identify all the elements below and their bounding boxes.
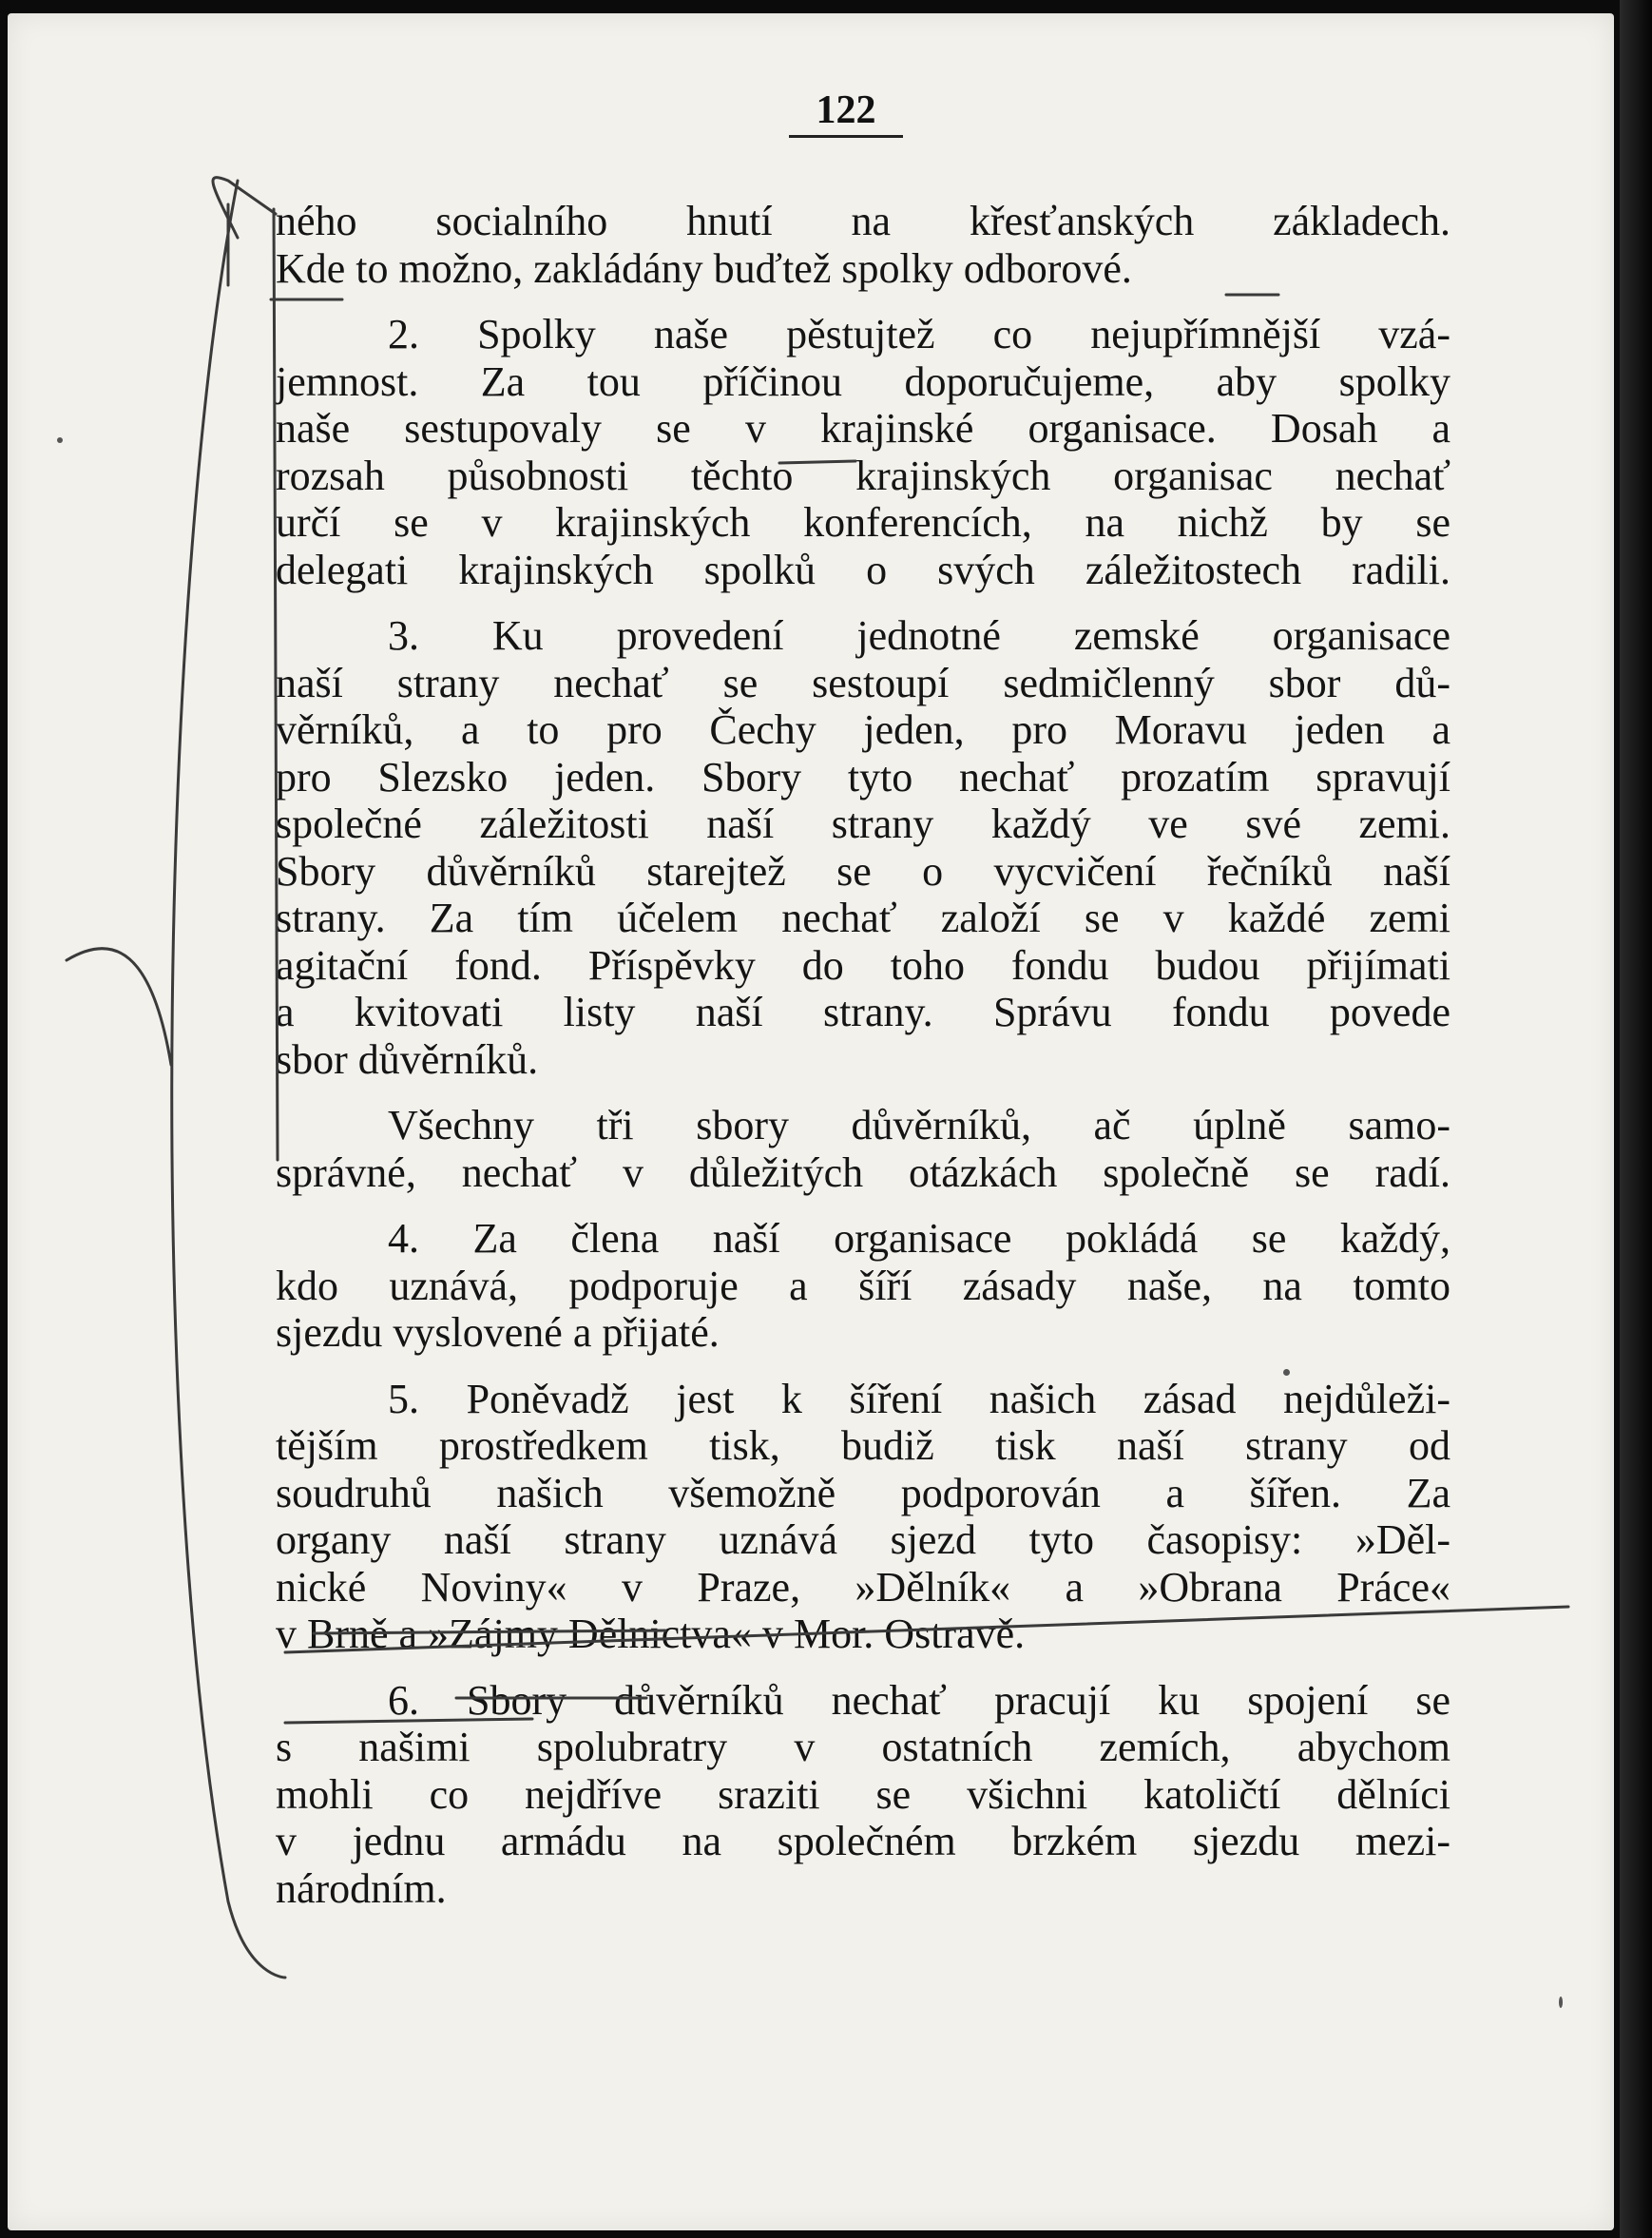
text-line: 6. Sbory důvěrníků nechať pracují ku spojení se bbox=[388, 1676, 1450, 1724]
text-line: Všechny tři sbory důvěrníků, ač úplně samo- bbox=[388, 1102, 1450, 1148]
body-text bbox=[276, 198, 1450, 1912]
text-line: správné, nechať v důležitých otázkách společně se radí. bbox=[276, 1148, 1450, 1196]
text-line: mohli co nejdříve sraziti se všichni katoličtí dělníci bbox=[276, 1770, 1450, 1818]
text-line: jemnost. Za tou příčinou doporučujeme, aby spolky bbox=[276, 357, 1450, 405]
text-line: věrníků, a to pro Čechy jeden, pro Moravu jeden a bbox=[276, 706, 1450, 753]
text-line: sjezdu vyslovené a přijaté. bbox=[276, 1309, 720, 1356]
text-line: naší strany nechať se sestoupí sedmičlenný sbor dů- bbox=[276, 659, 1450, 706]
text-line: v Brně a »Zájmy Dělnictva« v Mor. Ostravě. bbox=[276, 1611, 1026, 1657]
text-line: sbor důvěrníků. bbox=[276, 1035, 539, 1083]
text-line: společné záležitosti naší strany každý ve své zemi. bbox=[276, 801, 1450, 847]
text-line: s našimi spolubratry v ostatních zemích, abychom bbox=[276, 1724, 1450, 1770]
text-line: ného socialního hnutí na křesťanských základech. bbox=[276, 198, 1450, 244]
text-line: 2. Spolky naše pěstujtež co nejupřímnější vzá- bbox=[388, 311, 1450, 357]
text-line: Kde to možno, zakládány buďtež spolky odborové. bbox=[276, 244, 1132, 292]
text-line: delegati krajinských spolků o svých záležitostech radili. bbox=[276, 546, 1450, 593]
text-line: naše sestupovaly se v krajinské organisace. Dosah a bbox=[276, 405, 1450, 452]
text-line: Sbory důvěrníků starejtež se o vycvičení řečníků naší bbox=[276, 847, 1450, 895]
text-line: a kvitovati listy naší strany. Správu fondu povede bbox=[276, 989, 1450, 1035]
page-binding-edge bbox=[1620, 0, 1652, 2238]
text-line: organy naší strany uznává sjezd tyto časopisy: »Děl- bbox=[276, 1516, 1450, 1563]
text-line: 3. Ku provedení jednotné zemské organisace bbox=[388, 612, 1450, 659]
scan-speck bbox=[1283, 1369, 1290, 1376]
text-line: tějším prostředkem tisk, budiž tisk naší strany od bbox=[276, 1422, 1450, 1469]
text-line: národním. bbox=[276, 1864, 447, 1912]
text-line: nické Noviny« v Praze, »Dělník« a »Obrana Práce« bbox=[276, 1563, 1450, 1611]
text-line: soudruhů našich všemožně podporován a šířen. Za bbox=[276, 1469, 1450, 1516]
text-line: pro Slezsko jeden. Sbory tyto nechať prozatím spravují bbox=[276, 753, 1450, 801]
text-line: strany. Za tím účelem nechať založí se v každé zemi bbox=[276, 895, 1450, 941]
text-line: v jednu armádu na společném brzkém sjezdu mezi- bbox=[276, 1818, 1450, 1864]
text-line: 4. Za člena naší organisace pokládá se každý, bbox=[388, 1215, 1450, 1262]
text-line: rozsah působnosti těchto krajinských organisac nechať bbox=[276, 452, 1450, 499]
scan-speck bbox=[1559, 1997, 1563, 2008]
text-line: určí se v krajinských konferencích, na nichž by se bbox=[276, 499, 1450, 546]
text-line: agitační fond. Příspěvky do toho fondu budou přijímati bbox=[276, 941, 1450, 989]
page-number: 122 bbox=[789, 87, 903, 138]
scan-speck bbox=[57, 437, 63, 443]
text-line: kdo uznává, podporuje a šíří zásady naše, na tomto bbox=[276, 1262, 1450, 1309]
text-line: 5. Poněvadž jest k šíření našich zásad nejdůleži- bbox=[388, 1375, 1450, 1422]
